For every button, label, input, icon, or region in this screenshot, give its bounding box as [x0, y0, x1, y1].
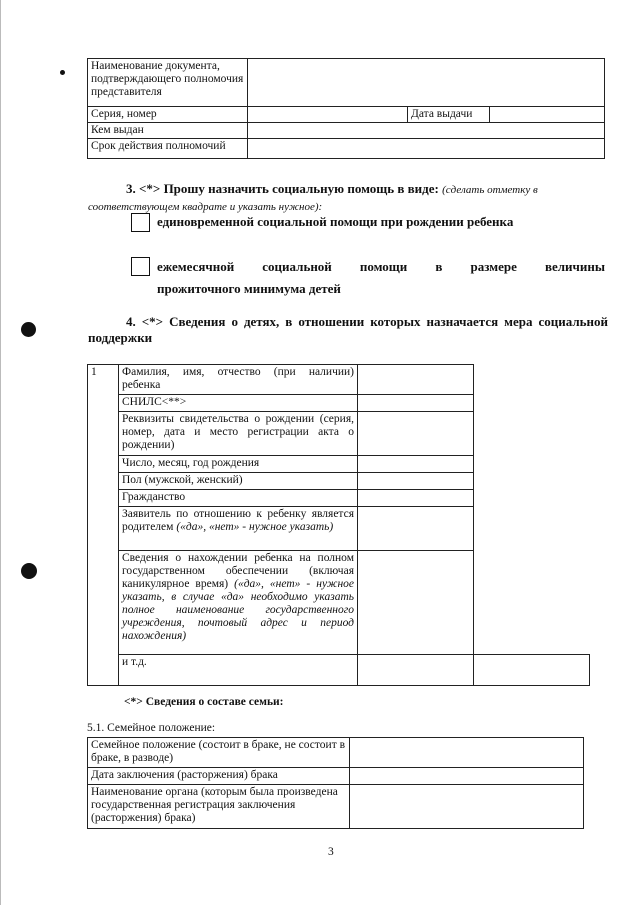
sex-value[interactable]	[358, 473, 474, 490]
family-status-label: Семейное положение (состоит в браке, не состоит в браке, в разводе)	[88, 738, 350, 768]
child-fio-label: Фамилия, имя, отчество (при наличии) ребенка	[119, 365, 358, 395]
citizenship-label: Гражданство	[119, 490, 358, 507]
citizenship-value[interactable]	[358, 490, 474, 507]
marriage-date-label: Дата заключения (расторжения) брака	[88, 768, 350, 785]
page-number: 3	[328, 846, 334, 858]
child-snils-value[interactable]	[358, 395, 474, 412]
scan-edge-line	[0, 0, 1, 905]
validity-label: Срок действия полномочий	[88, 139, 248, 159]
scan-punch-hole-top	[21, 322, 36, 337]
series-number-label: Серия, номер	[88, 107, 248, 123]
section4-heading: 4. <*> Сведения о детях, в отношении которых назначается мера социальной поддержки	[88, 314, 608, 345]
section5-subtitle: 5.1. Семейное положение:	[87, 722, 216, 734]
scan-mark-small	[60, 70, 65, 75]
birth-cert-label: Реквизиты свидетельства о рождении (серия, номер, дата и место регистрации акта о рождении)	[119, 412, 358, 456]
issued-by-value[interactable]	[248, 123, 605, 139]
etc-label-cell[interactable]	[358, 655, 474, 686]
marriage-date-value[interactable]	[350, 768, 584, 785]
issue-date-label: Дата выдачи	[408, 107, 490, 123]
family-status-table	[87, 737, 584, 829]
monthly-option-line2: прожиточного минимума детей	[157, 281, 341, 296]
etc-row-number: и т.д.	[119, 655, 358, 686]
family-status-value[interactable]	[350, 738, 584, 768]
monthly-checkbox[interactable]	[131, 257, 150, 276]
children-table	[87, 364, 590, 686]
etc-value-cell[interactable]	[474, 655, 590, 686]
parent-value[interactable]	[358, 507, 474, 551]
sex-label: Пол (мужской, женский)	[119, 473, 358, 490]
section3-heading: 3. <*> Прошу назначить социальную помощь в виде: (сделать отметку в соответствующем квадрате и указать нужное):	[88, 181, 538, 213]
section5-heading: <*> Сведения о составе семьи:	[124, 696, 284, 708]
parent-label: Заявитель по отношению к ребенку является родителем («да», «нет» - нужное указать)	[119, 507, 358, 551]
birth-date-label: Число, месяц, год рождения	[119, 456, 358, 473]
state-support-value[interactable]	[358, 551, 474, 655]
validity-value[interactable]	[248, 139, 605, 159]
monthly-option-line1: ежемесячной социальной помощи в размере величины	[157, 259, 605, 274]
doc-name-value[interactable]	[248, 59, 605, 107]
birth-cert-value[interactable]	[358, 412, 474, 456]
scan-punch-hole-bottom	[21, 563, 37, 579]
issued-by-label: Кем выдан	[88, 123, 248, 139]
child-snils-label: СНИЛС<**>	[119, 395, 358, 412]
child-fio-value[interactable]	[358, 365, 474, 395]
state-support-label: Сведения о нахождении ребенка на полном государственном обеспечении (включая каникулярное время) («да», «нет» - нужное указать, в случае «да» необходимо указать полное наименование государственного учреждения, почтовый адрес и период нахождения)	[119, 551, 358, 655]
registry-organ-value[interactable]	[350, 785, 584, 829]
registry-organ-label: Наименование органа (которым была произведена государственная регистрация заключения (расторжения) брака)	[88, 785, 350, 829]
one-time-option-label: единовременной социальной помощи при рождении ребенка	[157, 214, 514, 229]
birth-date-value[interactable]	[358, 456, 474, 473]
child-row-number: 1	[88, 365, 119, 686]
one-time-checkbox[interactable]	[131, 213, 150, 232]
doc-name-label: Наименование документа, подтверждающего полномочия представителя	[88, 59, 248, 107]
issue-date-value[interactable]	[490, 107, 605, 123]
representative-document-table	[87, 58, 605, 159]
series-number-value[interactable]	[248, 107, 408, 123]
